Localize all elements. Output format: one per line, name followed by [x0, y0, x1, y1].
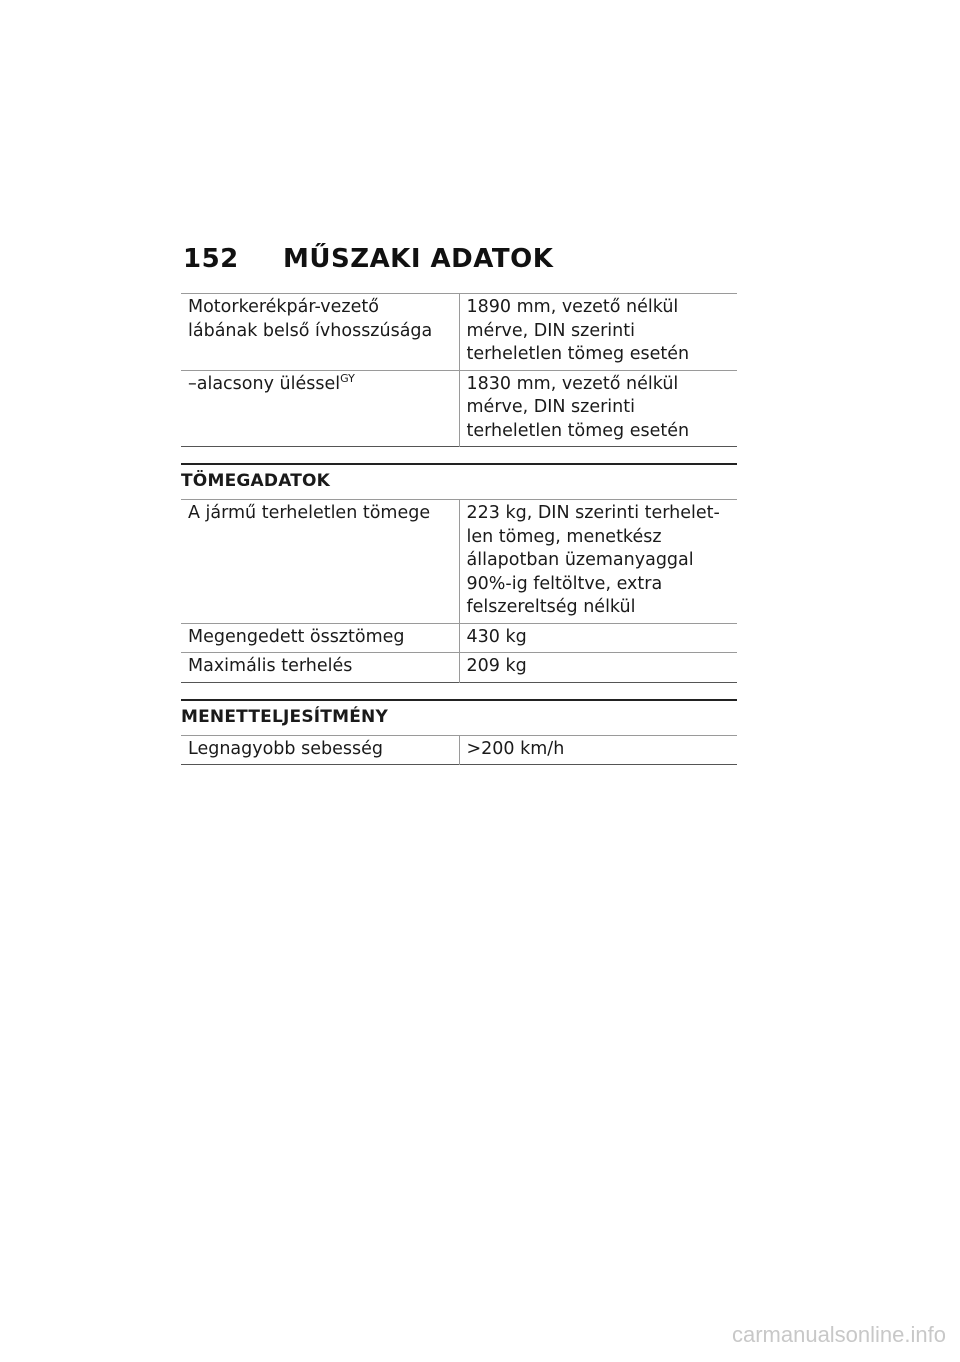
row-label: Maximális terhelés [188, 656, 353, 676]
section-title-performance: MENETTELJESÍTMÉNY [181, 699, 737, 729]
section-title-weight: TÖMEGADATOK [181, 463, 737, 493]
performance-table [181, 735, 737, 766]
row-value: 1890 mm, vezető nélkül mérve, DIN szerinti terheletlen tömeg esetén [459, 294, 737, 371]
watermark: carmanualsonline.info [731, 1322, 946, 1347]
row-value: 430 kg [459, 623, 737, 653]
page-header [183, 244, 743, 280]
row-label-cell [181, 370, 459, 447]
table-row [181, 653, 737, 683]
row-value: 1830 mm, vezető nélkül mérve, DIN szerinti terheletlen tömeg esetén [459, 370, 737, 447]
table-row [181, 735, 737, 765]
dimensions-table [181, 293, 737, 447]
weight-table [181, 499, 737, 683]
table-row [181, 500, 737, 624]
page-title: MŰSZAKI ADATOK [283, 244, 554, 274]
table-row [181, 370, 737, 447]
variant-code: GY [340, 371, 355, 385]
row-value: 223 kg, DIN szerinti terheletlen tömeg, menetkész állapotban üzemanyaggal 90%-ig feltöltve, extra felszereltség nélkül [459, 500, 737, 624]
table-row [181, 294, 737, 371]
page-number: 152 [183, 244, 239, 274]
row-label: Megengedett össztömeg [188, 626, 405, 647]
row-label: A jármű terheletlen tömege [188, 503, 431, 523]
row-label: Legnagyobb sebesség [188, 738, 383, 759]
row-value: >200 km/h [459, 735, 737, 765]
table-row [181, 623, 737, 653]
row-label: –alacsony üléssel [188, 373, 341, 394]
page-content [181, 293, 737, 765]
row-value: 209 kg [459, 653, 737, 683]
row-label: Motorkerékpár-vezető lábának belső ívhosszúsága [188, 297, 433, 341]
